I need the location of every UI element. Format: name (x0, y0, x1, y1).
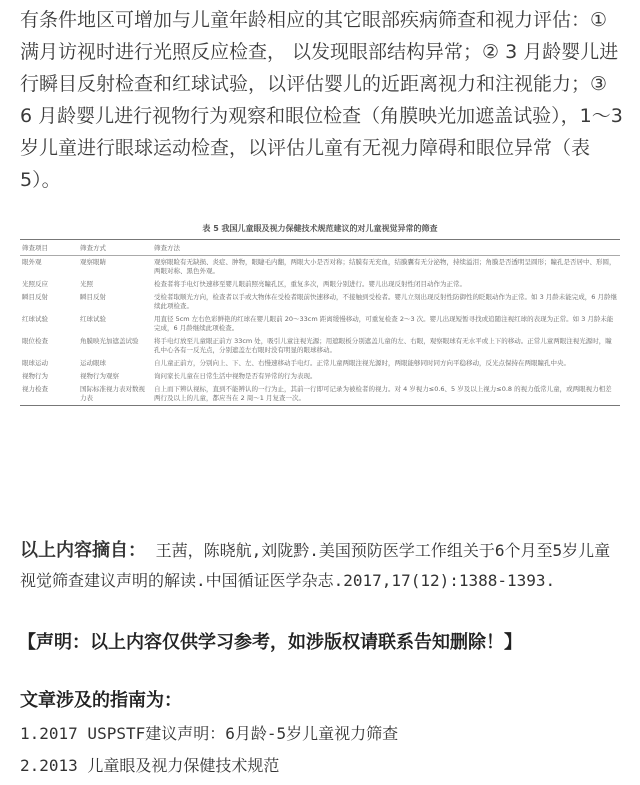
table-cell: 受检者取顺光方向，检查者以手或大物体在受检者眼前快速移动，不接触到受检者。婴儿立刻出现反射性防御性的眨眼动作为正常。如 3 月龄未能完成，6 月龄继续此项检查。 (154, 293, 617, 310)
table-row (20, 291, 620, 313)
table-header-procedure: 筛查方法 (152, 240, 620, 256)
copyright-notice: 【声明：以上内容仅供学习参考，如涉版权请联系告知删除！】 (18, 632, 522, 653)
table-row (20, 278, 620, 291)
table-cell: 用直径 5cm 左右色彩鲜艳的红球在婴儿眼前 20～33cm 距离缓慢移动，可重复检查 2～3 次。婴儿出现短暂寻找或追随注视红球的表现为正常。如 3 月龄未能完成，6 月龄继续此项检查。 (154, 315, 614, 332)
table-cell: 国际标准视力表对数视力表 (78, 383, 152, 406)
guide-item: 1.2017 USPSTF建议声明：6月龄-5岁儿童视力筛查 (20, 724, 399, 743)
table-header-method: 筛查方式 (78, 240, 152, 256)
table-cell: 观察眼睑有无缺损、炎症、肿物，眼睫毛内翻，两眼大小是否对称；结膜有无充血，结膜囊有无分泌物，持续溢泪；角膜是否透明呈圆形；瞳孔是否居中、形圆，两眼对称、黑色外观。 (154, 258, 616, 275)
guides-title: 文章涉及的指南为： (20, 690, 182, 711)
table-cell: 眼位检查 (22, 337, 48, 345)
table-cell: 红球试验 (22, 315, 48, 323)
table-cell: 瞬目反射 (80, 293, 106, 301)
citation (20, 536, 626, 596)
table-cell: 自上而下辨认视标，直到不能辨认的一行为止，其前一行即可记录为被检者的视力。对 4 岁视力≤0.6、5 岁及以上视力≤0.8 的视力低常儿童，或两眼视力相差两行及以上的儿童，都应当在 2 周～1 月复查一次。 (152, 383, 620, 406)
table-cell: 观察眼睛 (80, 258, 106, 266)
table-caption: 表 5 我国儿童眼及视力保健技术规范建议的对儿童视觉异常的筛查 (202, 224, 438, 233)
citation-text: 王茜，陈晓航,刘陇黔.美国预防医学工作组关于6个月至5岁儿童视觉筛查建议声明的解读.中国循证医学杂志.2017,17(12):1388-1393. (20, 541, 611, 590)
table-cell: 光照反应 (22, 280, 48, 288)
table-cell: 视物行为观察 (80, 372, 119, 380)
table-header-row (20, 240, 620, 256)
table-cell: 瞬目反射 (22, 293, 48, 301)
table-cell: 检查者将手电灯快速移至婴儿眼前照亮瞳孔区，重复多次，两眼分别进行。婴儿出现反射性闭目动作为正常。 (154, 280, 466, 288)
table-row (20, 370, 620, 383)
table-row (20, 383, 620, 406)
guides-list (20, 718, 398, 782)
table-row (20, 313, 620, 335)
table-row (20, 335, 620, 357)
table-cell: 将手电灯放至儿童眼正前方 33cm 处，吸引儿童注视光源；用遮眼板分别遮盖儿童的左、右眼，观察眼球有无水平或上下的移动。正常儿童两眼注视光源时，瞳孔中心各有一反光点，分别遮盖左右眼时没有明显的眼球移动。 (154, 337, 612, 354)
table-cell: 运动眼球 (80, 359, 106, 367)
screening-table-figure (20, 222, 620, 406)
citation-label: 以上内容摘自： (20, 540, 146, 561)
screening-table (20, 239, 620, 406)
table-header-item: 筛查项目 (20, 240, 78, 256)
intro-paragraph: 有条件地区可增加与儿童年龄相应的其它眼部疾病筛查和视力评估：① 满月访视时进行光照反应检查， 以发现眼部结构异常；② 3 月龄婴儿进行瞬目反射检查和红球试验，以评估婴儿的近距离视力和注视能力；③ 6 月龄婴儿进行视物行为观察和眼位检查（角膜映光加遮盖试验），1～3 岁儿童进行眼球运动检查，以评估儿童有无视力障碍和眼位异常（表 5）。 (20, 9, 623, 191)
table-cell: 眼外观 (22, 258, 42, 266)
table-cell: 自儿童正前方，分别向上、下、左、右慢速移动手电灯。正常儿童两眼注视光源时，两眼能够同时同方向平稳移动，反光点保持在两眼瞳孔中央。 (154, 359, 570, 367)
table-cell: 视物行为 (22, 372, 48, 380)
table-cell: 光照 (80, 280, 93, 288)
table-row (20, 256, 620, 279)
table-cell: 询问家长儿童在日常生活中视物是否有异常的行为表现。 (154, 372, 317, 380)
guide-item: 2.2013 儿童眼及视力保健技术规范 (20, 756, 280, 775)
table-cell: 角膜映光加遮盖试验 (80, 337, 139, 345)
table-cell: 眼球运动 (22, 359, 48, 367)
table-cell: 红球试验 (80, 315, 106, 323)
table-row (20, 357, 620, 370)
table-cell: 视力检查 (20, 383, 78, 406)
